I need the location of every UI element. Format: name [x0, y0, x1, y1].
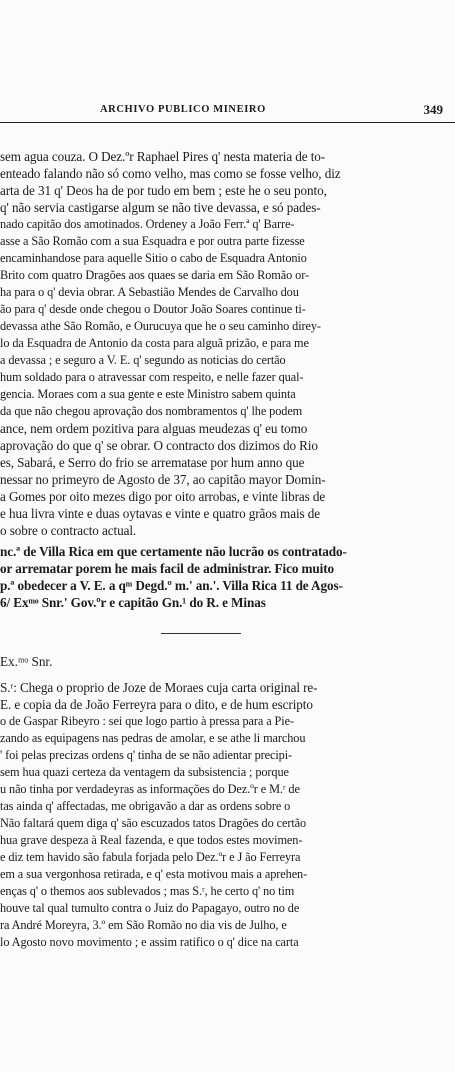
text-line: devassa athe São Romão, e Ourucuya que he o seu caminho direy-: [0, 319, 321, 333]
text-line: aprovação do que q' se obrar. O contracto dos dizimos do Rio: [0, 438, 318, 453]
salutation: Ex.ᵐᵒ Snr.: [0, 654, 53, 669]
text-line: enças q' o themos aos sublevados ; mas S.ʳ, he certo q' no tim: [0, 884, 295, 898]
text-line: a devassa ; e seguro a V. E. q' segundo as noticias do certão: [0, 353, 286, 367]
text-line: encaminhandose para aquelle Sitio o cabo de Esquadra Antonio: [0, 251, 307, 265]
header-rule: [0, 122, 455, 123]
text-line: Brito com quatro Dragões aos quaes se daria em São Romão or-: [0, 268, 309, 282]
page-number: 349: [423, 102, 443, 117]
text-line: q' não servia castigarse algum se não tive devassa, e só pades-: [0, 200, 321, 215]
text-line: sem hua quazi certeza da ventagem da subsistencia ; porque: [0, 765, 289, 779]
text-line: p.ª obedecer a V. E. a qᵐ Degd.º m.' an.'. Villa Rica 11 de Agos-: [0, 578, 343, 593]
text-line: E. e copia da de João Ferreyra para o dito, e de hum escripto: [0, 697, 313, 712]
text-line: e hua livra vinte e duas oytavas e vinte e quatro grãos mais de: [0, 506, 320, 521]
text-line: a Gomes por oito mezes digo por oito arrobas, e vinte libras de: [0, 489, 326, 504]
text-line: hum soldado para o atravessar com respeito, e nelle fazer qual-: [0, 370, 304, 384]
text-line: es, Sabará, e Serro do frio se arrematase por hum anno que: [0, 455, 305, 470]
text-line: ' foi pelas precizas ordens q' tinha de se não adientar precipi-: [0, 748, 293, 762]
text-line: o de Gaspar Ribeyro : sei que logo partio à pressa para a Pie-: [0, 714, 294, 728]
running-head: ARCHIVO PUBLICO MINEIRO: [100, 104, 266, 115]
text-line: arta de 31 q' Deos ha de por tudo em bem ; este he o seu ponto,: [0, 183, 327, 198]
text-line: nessar no primeyro de Agosto de 37, ao capitão mayor Domin-: [0, 472, 326, 487]
text-line: or arrematar porem he mais facil de administrar. Fico muito: [0, 561, 334, 576]
text-line: ha para o q' devia obrar. A Sebastião Mendes de Carvalho dou: [0, 285, 299, 299]
text-line: e diz tem havido são fabula forjada pelo Dez.ºr e J ão Ferreyra: [0, 850, 301, 864]
text-line: gencia. Moraes com a sua gente e este Ministro sabem quinta: [0, 387, 296, 401]
text-line: S.ʳ: Chega o proprio de Joze de Moraes cuja carta original re-: [0, 680, 318, 695]
section-separator: [161, 633, 241, 634]
text-line: ance, nem ordem pozitiva para alguas meudezas q' eu tomo: [0, 421, 308, 436]
text-line: nc.ª de Villa Rica em que certamente não lucrão os contratado-: [0, 544, 347, 559]
text-line: hua grave despeza à Real fazenda, e que todos estes movimen-: [0, 833, 303, 847]
text-line: enteado falando não só como velho, mas como se fosse velho, diz: [0, 166, 341, 181]
text-line: tas ainda q' affectadas, me obrigavão a dar as ordens sobre o: [0, 799, 291, 813]
text-line: Não faltará quem diga q' são escuzados tatos Dragões do certão: [0, 816, 307, 830]
text-line: houve tal qual tumulto contra o Juiz do Papagayo, outro no de: [0, 901, 300, 915]
text-line: sem agua couza. O Dez.ºr Raphael Pires q' nesta materia de to-: [0, 149, 326, 164]
text-line: lo da Esquadra de Antonio da costa para alguã prizão, e para me: [0, 336, 309, 350]
text-line: ra André Moreyra, 3.º em São Romão no dia vis de Julho, e: [0, 918, 287, 932]
text-line: 6/ Exᵐᵒ Snr.' Gov.ºr e capitão Gn.¹ do R. e Minas: [0, 595, 266, 610]
text-line: zando as equipagens nas pedras de amolar, e se athe li marchou: [0, 731, 306, 745]
page-header: [0, 104, 455, 120]
text-line: asse a São Romão com a sua Esquadra e por outra parte fizesse: [0, 234, 305, 248]
text-line: u não tinha por verdadeyras as informações do Dez.ºr e M.ʳ de: [0, 782, 300, 796]
text-line: o sobre o contracto actual.: [0, 523, 137, 538]
text-line: em a sua vergonhosa retirada, e q' esta motivou mais a aprehen-: [0, 867, 308, 881]
text-line: nado capitão dos amotinados. Ordeney a João Ferr.ª q' Barre-: [0, 217, 295, 231]
text-line: lo Agosto novo movimento ; e assim ratifico o q' dice na carta: [0, 935, 299, 949]
text-line: ão para q' desde onde chegou o Doutor João Soares continue ti-: [0, 302, 306, 316]
text-line: da que não chegou aprovação dos nombramentos q' lhe podem: [0, 404, 303, 418]
